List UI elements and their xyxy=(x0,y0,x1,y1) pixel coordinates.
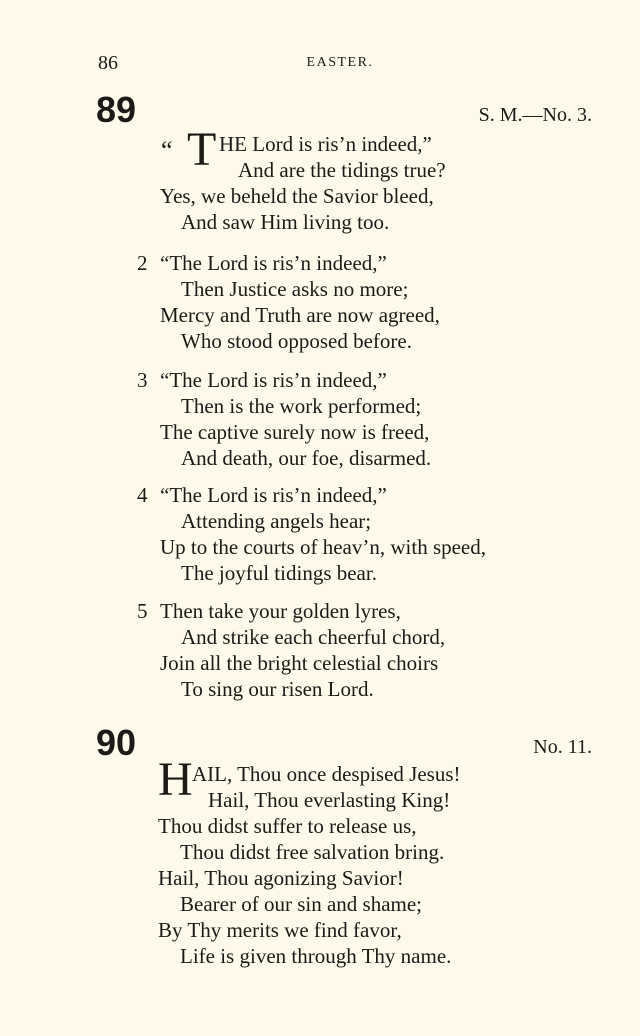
hymn-line: Hail, Thou everlasting King! xyxy=(208,788,451,812)
verse-number: 5 xyxy=(137,599,148,623)
hymn-line: Thou didst suffer to release us, xyxy=(158,814,417,838)
running-head: EASTER. xyxy=(306,55,374,70)
hymn-line: “The Lord is ris’n indeed,” xyxy=(160,368,387,392)
hymn-line: Mercy and Truth are now agreed, xyxy=(160,303,440,327)
verse-number: 3 xyxy=(137,368,148,392)
hymn-line: Who stood opposed before. xyxy=(181,329,412,353)
page-number: 86 xyxy=(98,52,118,74)
hymn-line: Hail, Thou agonizing Savior! xyxy=(158,866,404,890)
hymn-line: And saw Him living too. xyxy=(181,210,390,234)
verse-number: 2 xyxy=(137,251,148,275)
drop-cap: T xyxy=(187,123,217,176)
hymn-line: By Thy merits we find favor, xyxy=(158,918,402,942)
hymn-line: Thou didst free salvation bring. xyxy=(180,840,445,864)
hymn-line: Up to the courts of heav’n, with speed, xyxy=(160,535,487,559)
hymn-number: 90 xyxy=(96,722,137,763)
hymn-line: Bearer of our sin and shame; xyxy=(180,892,423,916)
verse-number: 4 xyxy=(137,483,148,507)
hymn-line: Life is given through Thy name. xyxy=(180,944,452,968)
hymn-line: Then is the work performed; xyxy=(181,394,422,418)
opening-quote: “ xyxy=(161,136,173,165)
hymn-line: The captive surely now is freed, xyxy=(160,420,430,444)
hymn-line: To sing our risen Lord. xyxy=(181,677,374,701)
hymn-line: AIL, Thou once despised Jesus! xyxy=(192,762,461,786)
hymn-line: And are the tidings true? xyxy=(238,158,446,182)
hymn-number: 89 xyxy=(96,89,137,130)
hymn-line: Attending angels hear; xyxy=(181,509,372,533)
hymn-line: Yes, we beheld the Savior bleed, xyxy=(160,184,434,208)
hymn-line: Then Justice asks no more; xyxy=(181,277,409,301)
hymn-meter: S. M.—No. 3. xyxy=(478,104,592,126)
drop-cap: H xyxy=(158,753,193,806)
hymn-line: Then take your golden lyres, xyxy=(160,599,401,623)
hymn-line: And death, our foe, disarmed. xyxy=(181,446,432,470)
hymn-line: “The Lord is ris’n indeed,” xyxy=(160,483,387,507)
hymn-meter: No. 11. xyxy=(533,736,592,758)
hymn-line: The joyful tidings bear. xyxy=(181,561,377,585)
hymn-line: And strike each cheerful chord, xyxy=(181,625,446,649)
hymn-line: HE Lord is ris’n indeed,” xyxy=(219,132,432,156)
hymn-line: Join all the bright celestial choirs xyxy=(160,651,439,675)
hymn-line: “The Lord is ris’n indeed,” xyxy=(160,251,387,275)
